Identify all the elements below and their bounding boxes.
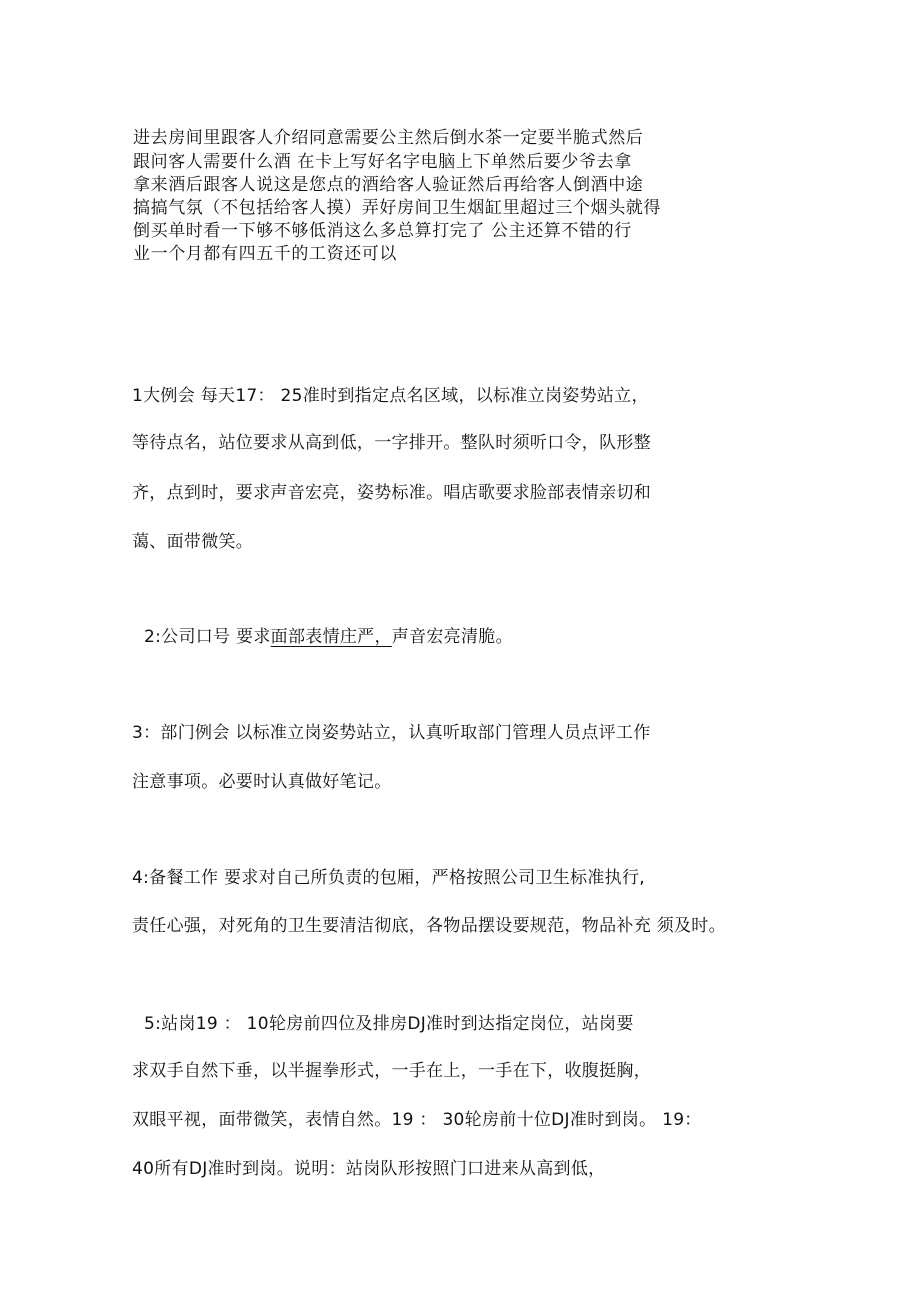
intro-line: 业一个月都有四五千的工资还可以 [133,244,397,264]
section-3-line: 3：部门例会 以标准立岗姿势站立，认真听取部门管理人员点评工作 [132,723,651,743]
section-1-line: 齐，点到时，要求声音宏亮，姿势标准。唱店歌要求脸部表情亲切和 [132,483,651,503]
intro-line: 倒买单时看一下够不够低消这么多总算打完了 公主还算不错的行 [133,221,632,241]
section-1-line: 1大例会 每天17： 25准时到指定点名区域，以标准立岗姿势站立， [132,386,649,406]
section-4-line: 责任心强，对死角的卫生要清洁彻底，各物品摆设要规范，物品补充 须及时。 [132,916,726,936]
intro-line: 跟问客人需要什么酒 在卡上写好名字电脑上下单然后要少爷去拿 [133,152,632,172]
section-3-line: 注意事项。必要时认真做好笔记。 [132,772,392,792]
section-2-suffix: 声音宏亮清脆。 [391,627,513,647]
section-2-underlined-text: 面部表情庄严， [270,627,392,647]
section-2-prefix: 2:公司口号 要求 [144,627,271,647]
section-1-line: 等待点名，站位要求从高到低，一字排开。整队时须听口令，队形整 [132,433,651,453]
section-5-line: 40所有DJ准时到岗。说明：站岗队形按照门口进来从高到低， [132,1159,606,1179]
section-5-line: 5:站岗19 ： 10轮房前四位及排房DJ准时到达指定岗位，站岗要 [144,1014,634,1034]
section-2-company-slogan [144,626,513,648]
intro-line: 搞搞气氛（不包括给客人摸）弄好房间卫生烟缸里超过三个烟头就得 [133,198,661,218]
section-5-line: 求双手自然下垂，以半握拳形式，一手在上，一手在下，收腹挺胸， [132,1061,651,1081]
intro-line: 拿来酒后跟客人说这是您点的酒给客人验证然后再给客人倒酒中途 [133,175,644,195]
intro-line: 进去房间里跟客人介绍同意需要公主然后倒水茶一定要半脆式然后 [133,128,644,148]
section-5-line: 双眼平视，面带微笑，表情自然。19 ： 30轮房前十位DJ准时到岗。 19： [132,1110,702,1130]
section-4-line: 4:备餐工作 要求对自己所负责的包厢，严格按照公司卫生标准执行, [132,868,645,888]
section-1-line: 蔼、面带微笑。 [132,532,254,552]
